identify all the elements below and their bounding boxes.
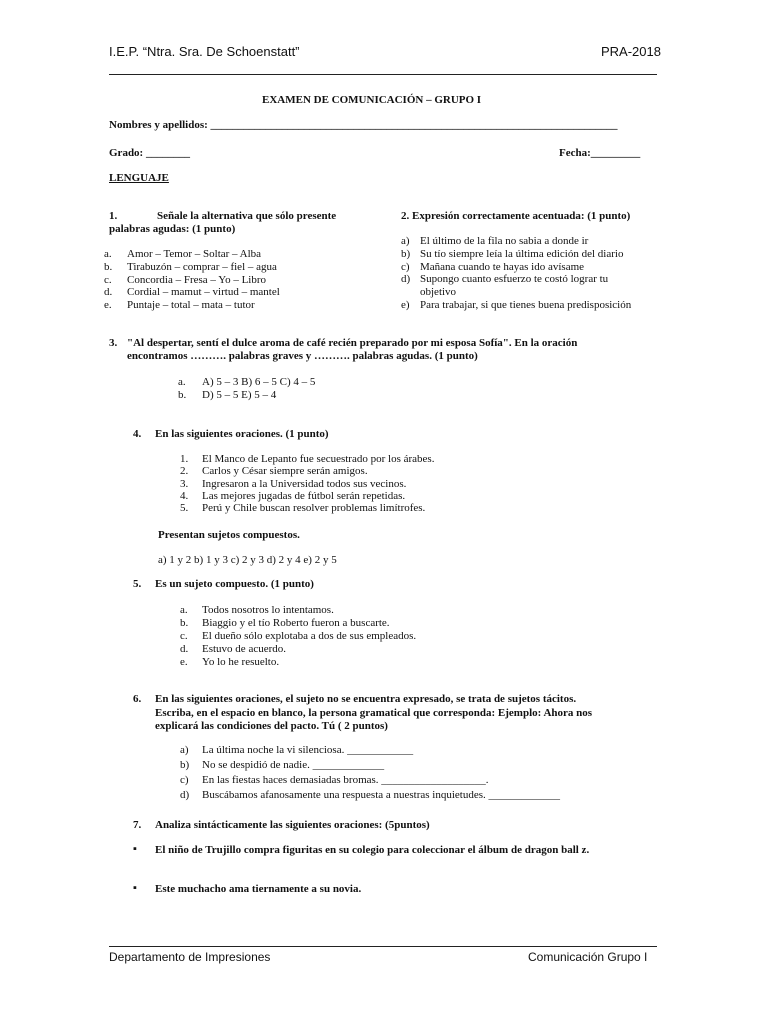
q1-prompt-line2: palabras agudas: (1 punto): [109, 223, 236, 235]
q7-sentence-1: El niño de Trujillo compra figuritas en su colegio para coleccionar el álbum de dragon ball z.: [155, 844, 590, 856]
q3-statement-line2: encontramos ………. palabras graves y ………. palabras agudas. (1 punto): [127, 350, 478, 362]
date-field: Fecha:_________: [559, 147, 641, 159]
q6-option-text: Buscábamos afanosamente una respuesta a nuestras inquietudes. _____________: [202, 789, 561, 801]
q1-prompt-line1: Señale la alternativa que sólo presente: [157, 210, 337, 222]
q4-sentence-label: 2.: [180, 465, 189, 478]
q5-option-text: El dueño sólo explotaba a dos de sus empleados.: [202, 630, 417, 642]
q3-option-text: D) 5 – 5 E) 5 – 4: [202, 388, 277, 401]
q6-option-text: No se despidió de nadie. _____________: [202, 759, 385, 771]
q4-question: Presentan sujetos compuestos.: [158, 529, 300, 541]
q1-option-label: d.: [104, 286, 113, 299]
q7-bullet-icon: ▪: [133, 882, 137, 894]
q2-option-text: Mañana cuando te hayas ido avísame: [420, 260, 585, 273]
q4-sentence-text: Carlos y César siempre serán amigos.: [202, 465, 368, 478]
q2-option-label: e): [401, 299, 410, 311]
q2-option-text: Para trabajar, si que tienes buena predisposición: [420, 299, 632, 311]
q4-sentence-text: El Manco de Lepanto fue secuestrado por los árabes.: [202, 453, 435, 465]
q4-sentence-label: 5.: [180, 502, 189, 515]
q4-sentence-label: 4.: [180, 489, 189, 502]
q5-option-label: d.: [180, 643, 189, 655]
q7-sentence-2: Este muchacho ama tiernamente a su novia.: [155, 883, 362, 895]
q1-option-label: a.: [104, 248, 112, 260]
q6-option-text: La última noche la vi silenciosa. ____________: [202, 744, 414, 756]
q3-option-label: a.: [178, 376, 186, 388]
q4-sentence-label: 1.: [180, 453, 189, 465]
q5-option-text: Estuvo de acuerdo.: [202, 643, 286, 655]
q4-number: 4.: [133, 428, 142, 440]
q1-option-label: e.: [104, 299, 112, 312]
q5-option-label: e.: [180, 656, 188, 668]
q2-option-label: d): [401, 273, 411, 286]
names-field: Nombres y apellidos: __________________________________________________________________________: [109, 119, 618, 131]
q1-option-text: Concordia – Fresa – Yo – Libro: [127, 273, 267, 286]
q7-number: 7.: [133, 819, 142, 831]
q1-option-label: b.: [104, 260, 113, 273]
q5-option-label: a.: [180, 604, 188, 616]
q5-option-label: b.: [180, 617, 189, 629]
q2-option-label: b): [401, 247, 411, 260]
q2-prompt: 2. Expresión correctamente acentuada: (1 punto): [401, 210, 631, 222]
q6-option-label: c): [180, 774, 189, 786]
q5-option-text: Biaggio y el tío Roberto fueron a buscarte.: [202, 617, 390, 629]
q2-option-text: El último de la fila no sabia a donde ir: [420, 235, 589, 247]
q6-option-text: En las fiestas haces demasiadas bromas. ___________________.: [202, 774, 489, 786]
q1-number: 1.: [109, 210, 118, 222]
q6-number: 6.: [133, 693, 142, 705]
q5-option-text: Yo lo he resuelto.: [202, 656, 280, 668]
footer-course: Comunicación Grupo I: [528, 950, 648, 964]
q6-instruction-line3: explicará las condiciones del pacto. Tú ( 2 puntos): [155, 720, 388, 732]
section-heading: LENGUAJE: [109, 172, 169, 184]
q3-option-label: b.: [178, 388, 187, 401]
q4-sentence-text: Perú y Chile buscan resolver problemas limítrofes.: [202, 502, 426, 515]
q4-prompt: En las siguientes oraciones. (1 punto): [155, 428, 329, 440]
q2-option-text: Su tío siempre leía la última edición del diario: [420, 247, 624, 260]
q1-option-text: Puntaje – total – mata – tutor: [127, 299, 255, 312]
q6-option-label: d): [180, 789, 190, 801]
exam-title: EXAMEN DE COMUNICACIÓN – GRUPO I: [262, 94, 482, 106]
q3-option-text: A) 5 – 3 B) 6 – 5 C) 4 – 5: [202, 376, 316, 388]
q1-option-label: c.: [104, 273, 112, 286]
q6-instruction-line2: Escriba, en el espacio en blanco, la persona gramatical que corresponda: Ejemplo: Ahora nos: [155, 707, 593, 719]
q5-prompt: Es un sujeto compuesto. (1 punto): [155, 578, 314, 590]
q2-option-text: Supongo cuanto esfuerzo te costó lograr tu: [420, 273, 609, 286]
q2-option-label: a): [401, 235, 410, 247]
q4-sentence-label: 3.: [180, 477, 189, 490]
document-code: PRA-2018: [601, 44, 661, 59]
q1-option-text: Cordial – mamut – virtud – mantel: [127, 286, 280, 299]
q5-option-label: c.: [180, 630, 188, 642]
grade-field: Grado: ________: [109, 147, 190, 159]
q7-prompt: Analiza sintácticamente las siguientes oraciones: (5puntos): [155, 819, 430, 831]
q2-option-text: objetivo: [420, 286, 457, 299]
q6-option-label: a): [180, 744, 189, 756]
q6-option-label: b): [180, 759, 190, 771]
q4-sentence-text: Las mejores jugadas de fútbol serán repetidas.: [202, 489, 406, 502]
footer-rule: [109, 946, 657, 947]
q4-answer-options: a) 1 y 2 b) 1 y 3 c) 2 y 3 d) 2 y 4 e) 2 y 5: [158, 554, 337, 566]
header-rule: [109, 74, 657, 75]
q1-option-text: Tirabuzón – comprar – fiel – agua: [127, 260, 277, 273]
q5-option-text: Todos nosotros lo intentamos.: [202, 604, 334, 616]
q2-option-label: c): [401, 260, 410, 273]
q4-sentence-text: Ingresaron a la Universidad todos sus vecinos.: [202, 477, 407, 490]
q5-number: 5.: [133, 578, 142, 590]
school-name: I.E.P. “Ntra. Sra. De Schoenstatt”: [109, 44, 300, 59]
footer-department: Departamento de Impresiones: [109, 950, 271, 964]
q6-instruction-line1: En las siguientes oraciones, el sujeto no se encuentra expresado, se trata de sujetos tácitos.: [155, 693, 577, 705]
q3-number: 3.: [109, 337, 118, 349]
q3-statement-line1: "Al despertar, sentí el dulce aroma de café recién preparado por mi esposa Sofía". En la oración: [127, 337, 578, 349]
q7-bullet-icon: ▪: [133, 843, 137, 855]
q1-option-text: Amor – Temor – Soltar – Alba: [127, 248, 262, 260]
